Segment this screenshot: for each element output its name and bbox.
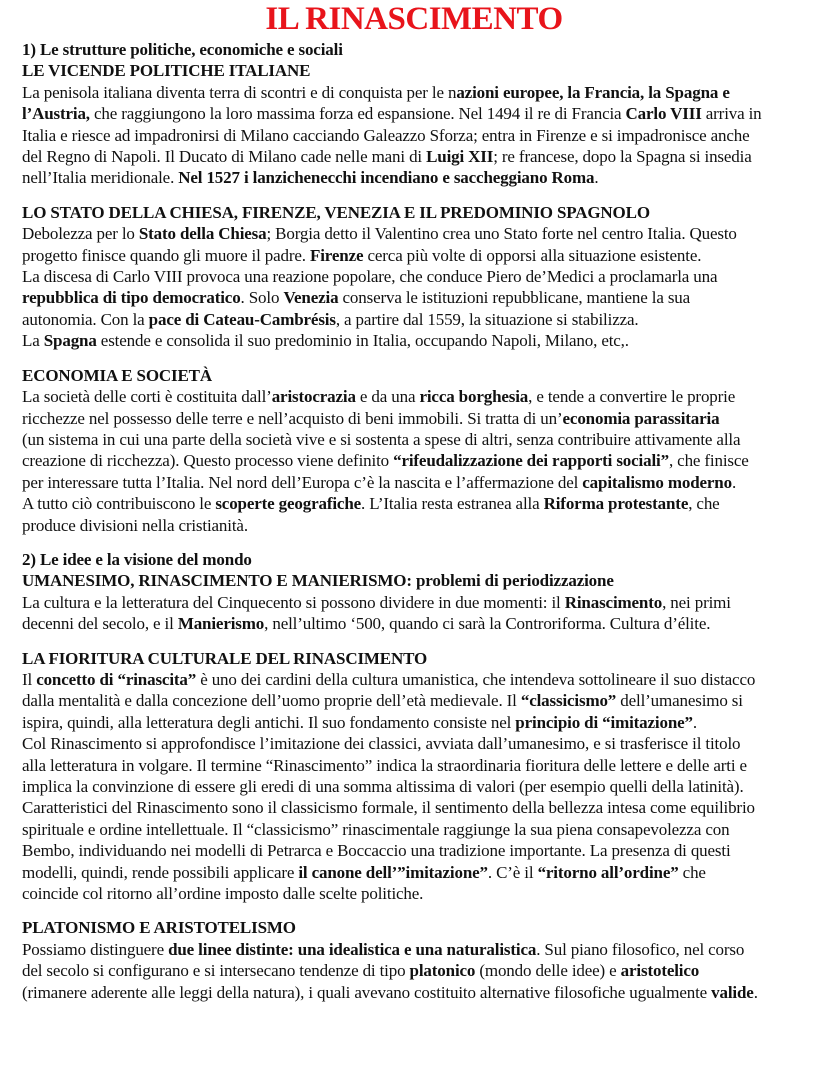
paragraph-line	[22, 493, 818, 514]
section-heading: LE VICENDE POLITICHE ITALIANE	[22, 61, 311, 81]
bold-text: l’Austria,	[22, 104, 90, 124]
text: nell’Italia meridionale.	[22, 168, 179, 188]
text: Debolezza per lo	[22, 224, 139, 244]
text: spirituale e ordine intellettuale. Il “classicismo” rinascimentale raggiunge la sua piena consapevolezza con	[22, 819, 730, 839]
bold-text: economia parassitaria	[562, 408, 720, 428]
section-heading: ECONOMIA E SOCIETÀ	[22, 365, 213, 385]
paragraph-line	[22, 840, 818, 861]
bold-text: due linee distinte: una idealistica e una naturalistica	[168, 939, 537, 959]
document-title: IL RINASCIMENTO	[265, 1, 563, 37]
paragraph-line	[22, 450, 818, 471]
text: , che finisce	[668, 451, 749, 471]
text: del secolo si configurano e si intersecano tendenze di tipo	[22, 961, 410, 981]
text: del Regno di Napoli. Il Ducato di Milano cade nelle mani di	[22, 147, 427, 167]
paragraph-line	[22, 883, 818, 904]
text: (rimanere aderente alle leggi della natura), i quali avevano costituito alternative filosofiche ugualmente	[22, 982, 712, 1002]
paragraph-line	[22, 613, 818, 634]
bold-text: Riforma protestante	[543, 494, 689, 514]
text: Possiamo distinguere	[22, 939, 169, 959]
bold-text: “ritorno all’ordine”	[537, 862, 679, 882]
text: alla letteratura in volgare. Il termine “Rinascimento” indica la straordinaria fioritura delle lettere e delle arti e	[22, 755, 747, 775]
paragraph-line	[22, 797, 818, 818]
paragraph-line	[22, 103, 818, 124]
bold-text: Venezia	[283, 288, 339, 308]
text: autonomia. Con la	[22, 309, 149, 329]
bold-text: capitalismo moderno	[582, 472, 732, 492]
bold-text: ricca borghesia	[419, 387, 529, 407]
text: progetto finisce quando gli muore il padre.	[22, 245, 310, 265]
paragraph-line	[22, 755, 818, 776]
text: cerca più volte di opporsi alla situazione esistente.	[363, 245, 702, 265]
text: .	[731, 472, 737, 492]
text: . C’è il	[487, 862, 538, 882]
text: . L’Italia resta estranea alla	[361, 494, 544, 514]
text: La discesa di Carlo VIII provoca una reazione popolare, che conduce Piero de’Medici a proclamarla una	[22, 267, 718, 287]
paragraph-line	[22, 146, 818, 167]
bold-text: platonico	[409, 961, 476, 981]
bold-text: scoperte geografiche	[215, 494, 362, 514]
text: estende e consolida il suo predominio in Italia, occupando Napoli, Milano, etc,.	[96, 331, 629, 351]
paragraph-line	[22, 669, 818, 690]
bold-text: Stato della Chiesa	[138, 224, 267, 244]
bold-text: aristocrazia	[271, 387, 356, 407]
text: .	[692, 712, 697, 732]
text: per interessare tutta l’Italia. Nel nord dell’Europa c’è la nascita e l’affermazione del	[22, 472, 583, 492]
text: conserva le istituzioni repubblicane, mantiene la sua	[338, 288, 691, 308]
text: Bembo, individuando nei modelli di Petrarca e Boccaccio una tradizione importante. La presenza di questi	[22, 841, 731, 861]
text: produce divisioni nella cristianità.	[22, 515, 248, 535]
text: , e tende a convertire le proprie	[528, 387, 736, 407]
paragraph-line	[22, 266, 818, 287]
bold-text: aristotelico	[620, 961, 700, 981]
text: modelli, quindi, rende possibili applicare	[22, 862, 299, 882]
section	[22, 202, 818, 352]
text: . Solo	[240, 288, 284, 308]
bold-text: il canone dell’”imitazione”	[298, 862, 488, 882]
paragraph-line	[22, 82, 818, 103]
bold-text: concetto di “rinascita”	[36, 669, 197, 689]
text: che raggiungono la loro massima forza ed espansione. Nel 1494 il re di Francia	[89, 104, 626, 124]
paragraph-line	[22, 982, 818, 1003]
bold-text: valide	[711, 982, 754, 1002]
text: dalla mentalità e dalla concezione dell’uomo proprie dell’età medievale. Il	[22, 691, 521, 711]
text: arriva in	[701, 104, 762, 124]
text: Caratteristici del Rinascimento sono il classicismo formale, il sentimento della bellezza intesa come equilibrio	[22, 798, 755, 818]
section-heading: 2) Le idee e la visione del mondo	[22, 549, 252, 569]
document-body	[0, 39, 828, 1003]
paragraph-line	[22, 223, 818, 244]
text: , che	[688, 494, 720, 514]
text: La società delle corti è costituita dall’	[22, 387, 272, 407]
paragraph-line	[22, 309, 818, 330]
section	[22, 365, 818, 536]
section	[22, 549, 818, 635]
text: che	[678, 862, 706, 882]
section	[22, 39, 818, 189]
text: , nell’ultimo ‘500, quando ci sarà la Controriforma. Cultura d’élite.	[264, 614, 711, 634]
text: La penisola italiana diventa terra di scontri e di conquista per le n	[22, 82, 457, 102]
paragraph-line	[22, 712, 818, 733]
text: creazione di ricchezza). Questo processo viene definito	[22, 451, 394, 471]
text: , nei primi	[662, 592, 731, 612]
paragraph-line	[22, 960, 818, 981]
paragraph-line	[22, 472, 818, 493]
paragraph-line	[22, 862, 818, 883]
text: Italia e riesce ad impadronirsi di Milano cacciando Galeazzo Sforza; entra in Firenze e si impadronisce anche	[22, 125, 750, 145]
text: Col Rinascimento si approfondisce l’imitazione dei classici, avviata dall’umanesimo, e si trasferisce il titolo	[22, 734, 741, 754]
text: , a partire dal 1559, la situazione si stabilizza.	[335, 309, 639, 329]
paragraph-line	[22, 776, 818, 797]
bold-text: pace di Cateau-Cambrésis	[148, 309, 336, 329]
paragraph-line	[22, 408, 818, 429]
section	[22, 648, 818, 905]
bold-text: Carlo VIII	[625, 104, 702, 124]
text: Il	[22, 669, 37, 689]
text: La cultura e la letteratura del Cinquecento si possono dividere in due momenti: il	[22, 592, 565, 612]
section-heading: UMANESIMO, RINASCIMENTO E MANIERISMO: problemi di periodizzazione	[22, 571, 614, 591]
paragraph-line	[22, 515, 818, 536]
paragraph-line	[22, 125, 818, 146]
bold-text: repubblica di tipo democratico	[22, 288, 241, 308]
text: A tutto ciò contribuiscono le	[22, 494, 216, 514]
paragraph-line	[22, 819, 818, 840]
bold-text: “rifeudalizzazione dei rapporti sociali”	[393, 451, 669, 471]
text: (mondo delle idee) e	[475, 961, 621, 981]
text: ; Borgia detto il Valentino crea uno Stato forte nel centro Italia. Questo	[266, 224, 737, 244]
section-heading: LA FIORITURA CULTURALE DEL RINASCIMENTO	[22, 648, 428, 668]
text: ispira, quindi, alla letteratura degli antichi. Il suo fondamento consiste nel	[22, 712, 516, 732]
bold-text: Firenze	[310, 245, 364, 265]
bold-text: Rinascimento	[564, 592, 663, 612]
bold-text: “classicismo”	[520, 691, 617, 711]
bold-text: Spagna	[43, 331, 97, 351]
paragraph-line	[22, 429, 818, 450]
bold-text: Nel 1527 i lanzichenecchi incendiano e saccheggiano Roma	[178, 168, 595, 188]
text: coincide col ritorno all’ordine imposto dalle scelte politiche.	[22, 884, 424, 904]
bold-text: Luigi XII	[426, 147, 494, 167]
paragraph-line	[22, 245, 818, 266]
text: .	[753, 982, 758, 1002]
paragraph-line	[22, 386, 818, 407]
section-heading: LO STATO DELLA CHIESA, FIRENZE, VENEZIA E IL PREDOMINIO SPAGNOLO	[22, 202, 650, 222]
paragraph-line	[22, 733, 818, 754]
paragraph-line	[22, 592, 818, 613]
text: e da una	[355, 387, 420, 407]
section	[22, 917, 818, 1003]
paragraph-line	[22, 939, 818, 960]
text: dell’umanesimo si	[616, 691, 743, 711]
bold-text: azioni europee, la Francia, la Spagna e	[456, 82, 730, 102]
text: ricchezze nel possesso delle terre e nell’acquisto di beni immobili. Si tratta di un’	[22, 408, 563, 428]
bold-text: Manierismo	[177, 614, 265, 634]
text: .	[594, 168, 599, 188]
section-heading: 1) Le strutture politiche, economiche e sociali	[22, 40, 343, 59]
section-heading: PLATONISMO E ARISTOTELISMO	[22, 918, 296, 938]
paragraph-line	[22, 167, 818, 188]
paragraph-line	[22, 330, 818, 351]
bold-text: principio di “imitazione”	[515, 712, 693, 732]
text: (un sistema in cui una parte della società vive e si sostenta a spese di altri, senza contribuire attivamente alla	[22, 429, 741, 449]
text: decenni del secolo, e il	[22, 614, 178, 634]
text: è uno dei cardini della cultura umanistica, che intendeva sottolineare il suo distacco	[196, 669, 756, 689]
text: . Sul piano filosofico, nel corso	[536, 939, 745, 959]
paragraph-line	[22, 287, 818, 308]
text: implica la convinzione di essere gli eredi di una somma altissima di valori (per esempio quelli della latinità).	[22, 777, 744, 796]
paragraph-line	[22, 690, 818, 711]
text: La	[22, 331, 44, 351]
text: ; re francese, dopo la Spagna si insedia	[493, 147, 752, 167]
